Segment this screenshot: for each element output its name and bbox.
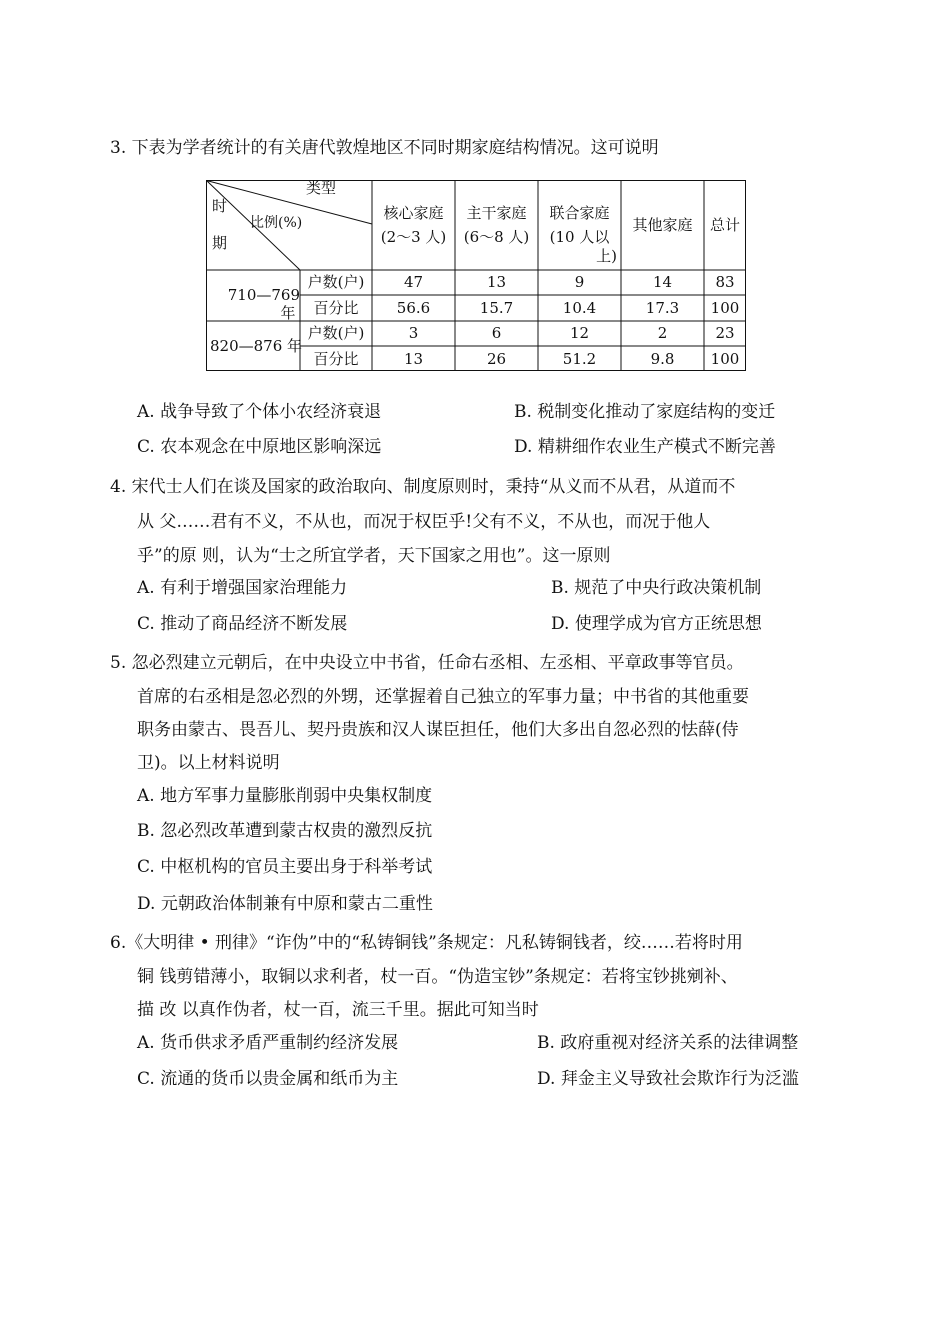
col-header-line: 上) bbox=[596, 247, 617, 265]
q3-table bbox=[206, 180, 746, 371]
q6-stem-line-2: 铜 钱剪错薄小，取铜以求利者，杖一百。“伪造宝钞”条规定：若将宝钞挑剜补、 bbox=[137, 967, 738, 987]
table-cell: 26 bbox=[486, 350, 507, 368]
corner-period-label-1: 时 bbox=[212, 197, 228, 215]
q6-stem-line-3: 描 改 以真作伪者，杖一百，流三千里。据此可知当时 bbox=[137, 1000, 539, 1020]
q4-stem-line-3: 乎”的原 则，认为“士之所宜学者，天下国家之用也”。这一原则 bbox=[137, 546, 611, 566]
col-header-line: 联合家庭 bbox=[549, 204, 610, 222]
q6-stem-line-1: 6.《大明律 • 刑律》“诈伪”中的“私铸铜钱”条规定：凡私铸铜钱者，绞……若将时用 bbox=[110, 933, 743, 953]
col-header-stem bbox=[455, 204, 538, 247]
table-cell: 10.4 bbox=[562, 299, 597, 317]
table-cell: 17.3 bbox=[645, 299, 680, 317]
q3-option-c[interactable]: C. 农本观念在中原地区影响深远 bbox=[137, 437, 382, 457]
table-cell: 47 bbox=[403, 273, 424, 291]
table-cell: 100 bbox=[710, 350, 740, 368]
q5-stem-line-2: 首席的右丞相是忽必烈的外甥，还掌握着自己独立的军事力量；中书省的其他重要 bbox=[137, 687, 749, 707]
period-label-line: 710—769 bbox=[227, 286, 300, 304]
col-header-joint bbox=[538, 204, 621, 266]
table-cell: 2 bbox=[657, 324, 668, 342]
q3-option-b[interactable]: B. 税制变化推动了家庭结构的变迁 bbox=[514, 402, 776, 422]
row-label: 户数(户) bbox=[307, 324, 365, 342]
q4-option-d[interactable]: D. 使理学成为官方正统思想 bbox=[551, 614, 762, 634]
col-header-total: 总计 bbox=[709, 216, 740, 234]
q3-option-a[interactable]: A. 战争导致了个体小农经济衰退 bbox=[137, 402, 382, 422]
table-cell: 9.8 bbox=[650, 350, 675, 368]
q4-option-c[interactable]: C. 推动了商品经济不断发展 bbox=[137, 614, 348, 634]
col-header-line: 核心家庭 bbox=[383, 204, 444, 222]
q3-option-d[interactable]: D. 精耕细作农业生产模式不断完善 bbox=[514, 437, 776, 457]
q5-stem-line-4: 卫)。以上材料说明 bbox=[137, 753, 280, 773]
row-label: 百分比 bbox=[313, 299, 359, 317]
q3-stem: 3. 下表为学者统计的有关唐代敦煌地区不同时期家庭结构情况。这可说明 bbox=[110, 138, 659, 158]
q5-option-a[interactable]: A. 地方军事力量膨胀削弱中央集权制度 bbox=[137, 786, 433, 806]
table-cell: 9 bbox=[574, 273, 585, 291]
q5-stem-line-1: 5. 忽必烈建立元朝后，在中央设立中书省，任命右丞相、左丞相、平章政事等官员。 bbox=[110, 653, 744, 673]
q6-option-d[interactable]: D. 拜金主义导致社会欺诈行为泛滥 bbox=[537, 1069, 799, 1089]
table-cell: 15.7 bbox=[479, 299, 514, 317]
q6-option-a[interactable]: A. 货币供求矛盾严重制约经济发展 bbox=[137, 1033, 399, 1053]
table-cell: 13 bbox=[403, 350, 424, 368]
table-cell: 13 bbox=[486, 273, 507, 291]
table-cell: 3 bbox=[408, 324, 419, 342]
col-header-line: (10 人以 bbox=[549, 228, 610, 246]
q6-option-b[interactable]: B. 政府重视对经济关系的法律调整 bbox=[537, 1033, 799, 1053]
table-cell: 100 bbox=[710, 299, 740, 317]
corner-ratio-label: 比例(%) bbox=[250, 215, 303, 231]
period-label-2: 820—876 年 bbox=[210, 337, 303, 355]
col-header-other: 其他家庭 bbox=[632, 216, 693, 234]
q4-option-b[interactable]: B. 规范了中央行政决策机制 bbox=[551, 578, 762, 598]
q6-option-c[interactable]: C. 流通的货币以贵金属和纸币为主 bbox=[137, 1069, 399, 1089]
q4-stem-line-2: 从 父……君有不义，不从也，而况于权臣乎!父有不义，不从也，而况于他人 bbox=[137, 512, 711, 532]
table-cell: 12 bbox=[569, 324, 590, 342]
col-header-line: (2～3 人) bbox=[380, 228, 447, 246]
row-label: 户数(户) bbox=[307, 273, 365, 291]
table-cell: 56.6 bbox=[396, 299, 431, 317]
col-header-line: (6～8 人) bbox=[463, 228, 530, 246]
period-label-1-suffix: 年 bbox=[280, 304, 296, 322]
corner-type-label: 类型 bbox=[306, 179, 337, 197]
q5-option-b[interactable]: B. 忽必烈改革遭到蒙古权贵的激烈反抗 bbox=[137, 821, 433, 841]
q4-stem-line-1: 4. 宋代士人们在谈及国家的政治取向、制度原则时，秉持“从义而不从君，从道而不 bbox=[110, 477, 736, 497]
period-label-1 bbox=[218, 286, 300, 305]
q5-option-c[interactable]: C. 中枢机构的官员主要出身于科举考试 bbox=[137, 857, 433, 877]
q5-stem-line-3: 职务由蒙古、畏吾儿、契丹贵族和汉人谋臣担任，他们大多出自忽必烈的怯薛(侍 bbox=[137, 720, 739, 740]
table-cell: 14 bbox=[652, 273, 673, 291]
col-header-core bbox=[372, 204, 455, 247]
q5-option-d[interactable]: D. 元朝政治体制兼有中原和蒙古二重性 bbox=[137, 894, 433, 914]
corner-period-label-2: 期 bbox=[212, 234, 228, 252]
row-label: 百分比 bbox=[313, 350, 359, 368]
q4-option-a[interactable]: A. 有利于增强国家治理能力 bbox=[137, 578, 348, 598]
table-cell: 51.2 bbox=[562, 350, 597, 368]
table-cell: 6 bbox=[491, 324, 502, 342]
col-header-line: 主干家庭 bbox=[466, 204, 527, 222]
table-cell: 23 bbox=[715, 324, 735, 342]
table-cell: 83 bbox=[715, 273, 735, 291]
